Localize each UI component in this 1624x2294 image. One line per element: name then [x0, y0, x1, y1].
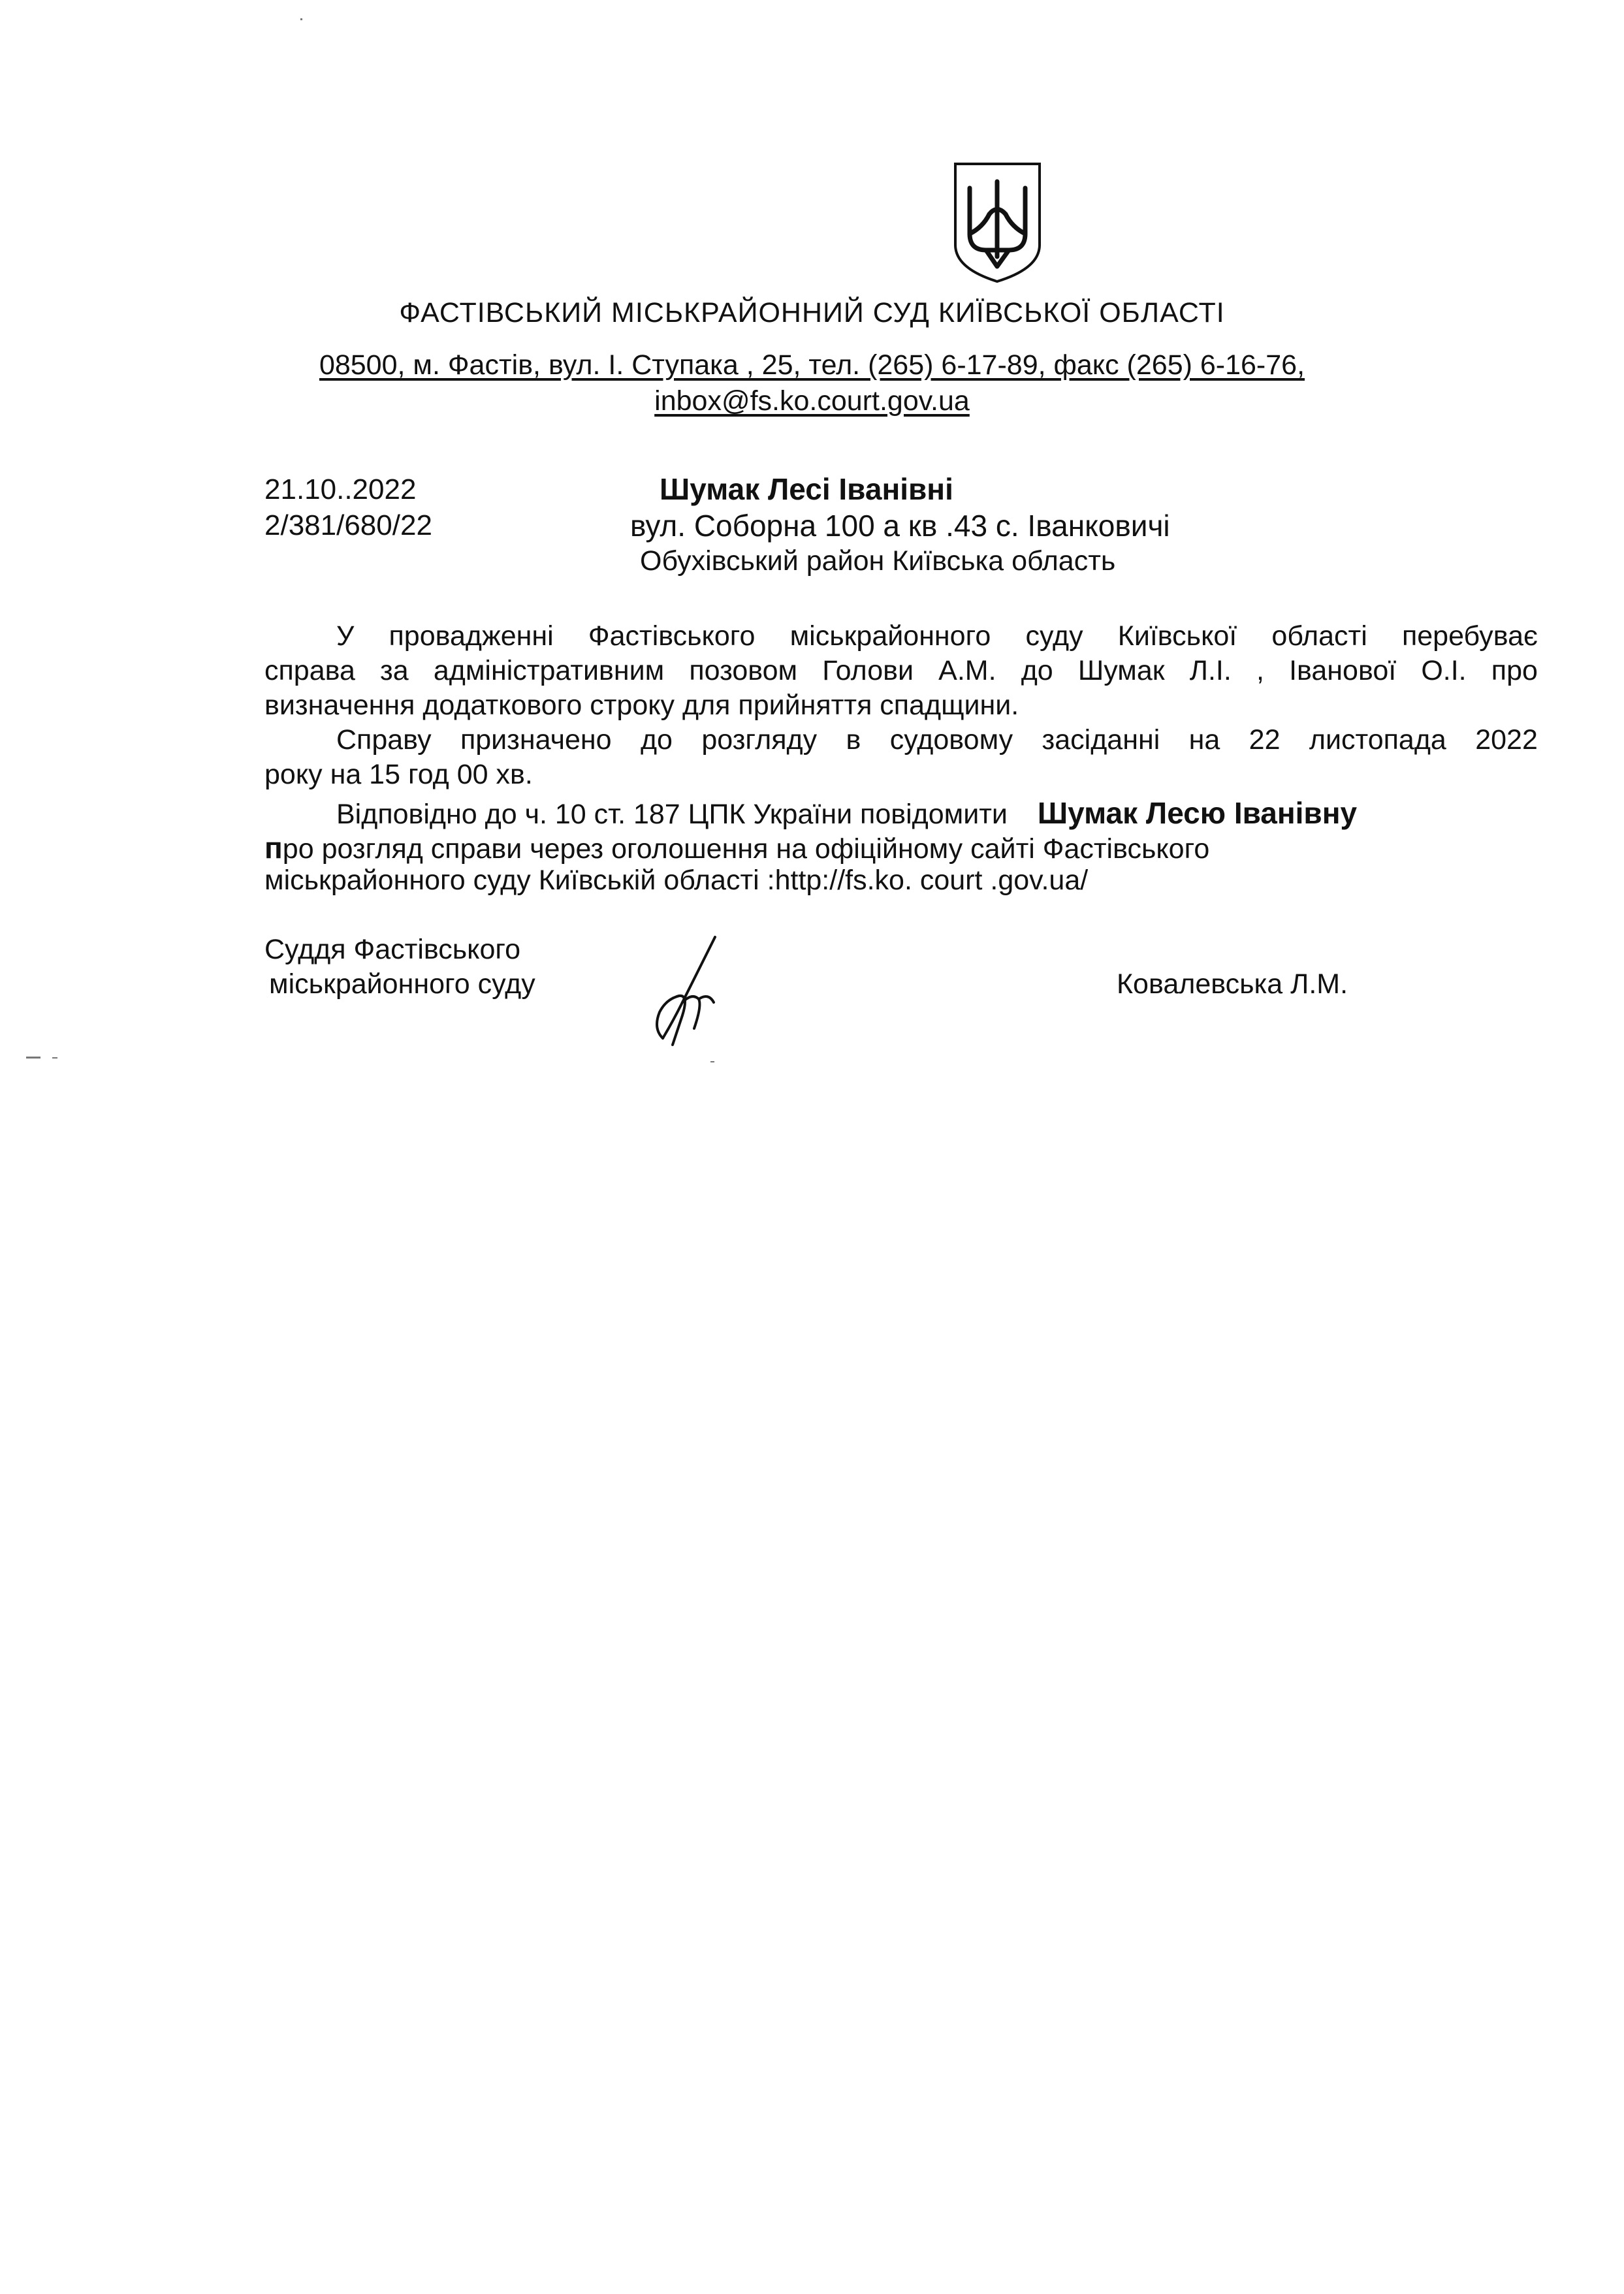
- court-email-line: [0, 385, 1624, 417]
- body-word: перебуває: [1401, 620, 1538, 652]
- body-word: до: [640, 724, 673, 756]
- court-name: ФАСТІВСЬКИЙ МІСЬКРАЙОННИЙ СУД КИЇВСЬКОЇ ОБЛАСТІ: [399, 297, 1225, 328]
- body-word: позовом: [689, 655, 798, 686]
- court-address: 08500, м. Фастів, вул. І. Ступака , 25, тел. (265) 6-17-89, факс (265) 6-16-76,: [319, 349, 1305, 381]
- body-p3-addressee-name: Шумак Лесю Іванівну: [1037, 796, 1358, 830]
- court-email-link[interactable]: inbox@fs.ko.court.gov.ua: [654, 385, 970, 417]
- body-word: в: [846, 724, 861, 756]
- scan-speck: [710, 1061, 714, 1062]
- body-word: листопада: [1309, 724, 1446, 756]
- body-p3-line2-text: ро розгляд справи через оголошення на офіційному сайті Фастівського: [282, 833, 1210, 865]
- body-p3-notice-text: Відповідно до ч. 10 ст. 187 ЦПК України повідомити: [336, 799, 1008, 830]
- scan-speck: [26, 1057, 40, 1059]
- body-word: за: [380, 655, 409, 686]
- scan-speck: [300, 18, 302, 20]
- judge-title-line2: міськрайонного суду: [269, 968, 535, 1000]
- body-p3-line3: міськрайонного суду Київській області :http://fs.ko. court .gov.ua/: [264, 865, 1089, 896]
- body-word: 22: [1249, 724, 1281, 756]
- scan-speck: [52, 1057, 57, 1059]
- body-word: області: [1271, 620, 1367, 652]
- body-word: судовому: [889, 724, 1013, 756]
- recipient-street: вул. Соборна 100 а кв .43 с. Іванковичі: [630, 509, 1170, 543]
- body-word: А.М.: [938, 655, 996, 686]
- body-p3-line1: [336, 795, 1357, 831]
- body-word: О.І.: [1421, 655, 1467, 686]
- body-p2-line2: року на 15 год 00 хв.: [264, 759, 533, 790]
- body-word: на: [1188, 724, 1220, 756]
- body-word: Л.І.: [1189, 655, 1232, 686]
- body-word: У: [336, 620, 355, 652]
- body-word: суду: [1025, 620, 1083, 652]
- recipient-region: Обухівський район Київська область: [640, 545, 1116, 577]
- body-word: Шумак: [1077, 655, 1165, 686]
- body-p3-bold-letter: п: [264, 831, 283, 865]
- trident-emblem-icon: [950, 159, 1045, 286]
- body-word: Київської: [1117, 620, 1237, 652]
- body-p2-line1: [336, 724, 1538, 756]
- recipient-name: Шумак Лесі Іванівні: [660, 472, 953, 506]
- document-date: 21.10..2022: [264, 473, 417, 505]
- body-p1-line2: [264, 655, 1538, 687]
- body-word: справа: [264, 655, 355, 686]
- body-p1-line1: [336, 620, 1538, 652]
- body-word: Фастівського: [588, 620, 756, 652]
- body-p3-line2: [264, 830, 1209, 865]
- body-word: розгляду: [701, 724, 818, 756]
- judge-title-line1: Суддя Фастівського: [264, 934, 521, 965]
- body-word: призначено: [460, 724, 612, 756]
- body-word: 2022: [1475, 724, 1538, 756]
- body-word: ,: [1256, 655, 1264, 686]
- handwritten-signature: [637, 931, 741, 1055]
- body-word: провадженні: [389, 620, 554, 652]
- body-p1-line3: визначення додаткового строку для прийняття спадщини.: [264, 690, 1019, 721]
- body-word: про: [1491, 655, 1538, 686]
- body-word: до: [1021, 655, 1053, 686]
- body-word: засіданні: [1042, 724, 1160, 756]
- body-word: адміністративним: [433, 655, 665, 686]
- judge-name: Ковалевська Л.М.: [1117, 968, 1348, 1000]
- body-word: міськрайонного: [789, 620, 991, 652]
- body-word: Іванової: [1289, 655, 1397, 686]
- body-word: Голови: [822, 655, 914, 686]
- body-word: Справу: [336, 724, 432, 756]
- case-number: 2/381/680/22: [264, 509, 432, 541]
